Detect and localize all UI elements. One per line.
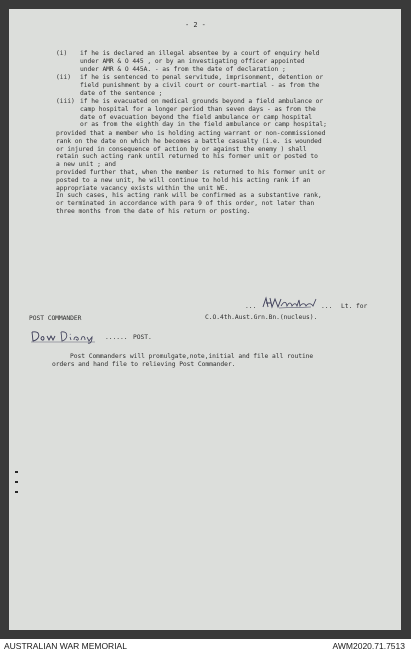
- item-line: date of evacuation beyond the field ambulance or camp hospital: [80, 113, 312, 121]
- punch-mark: [15, 491, 18, 493]
- signatory-title: C.O.4th.Aust.Grn.Bn.(nucleus).: [205, 314, 318, 321]
- provision-line: provided further that, when the member is returned to his former unit or: [56, 168, 326, 176]
- item-line: under AMR & O 445 , or by an investigating officer appointed: [80, 57, 305, 65]
- punch-mark: [15, 471, 18, 473]
- post-commander-line: [29, 331, 229, 345]
- item-line: field punishment by a civil court or court-martial - as from the: [80, 81, 320, 89]
- signature-dots: ...: [245, 303, 257, 310]
- provision-line: a new unit ; and: [56, 161, 116, 169]
- item-number: (i): [56, 50, 68, 57]
- provision-line: In such cases, his acting rank will be confirmed as a substantive rank,: [56, 192, 322, 200]
- instructions-paragraph: [52, 353, 382, 369]
- item-line: if he is sentenced to penal servitude, imprisonment, detention or: [80, 74, 324, 81]
- post-label: POST.: [133, 334, 152, 341]
- item-line: camp hospital for a longer period than seven days - as from the: [80, 105, 316, 113]
- item-line: date of the sentence ;: [80, 89, 163, 97]
- provision-line: provided that a member who is holding acting warrant or non-commissioned: [56, 130, 326, 137]
- item-line: if he is evacuated on medical grounds beyond a field ambulance or: [80, 98, 324, 105]
- provision-line: or terminated in accordance with para 9 of this order, not later than: [56, 200, 315, 208]
- archive-footer: [0, 639, 411, 653]
- item-line: or as from the eighth day in the field ambulance or camp hospital;: [80, 121, 327, 129]
- punch-mark: [15, 481, 18, 483]
- signature-rank: Lt. for: [341, 303, 368, 310]
- provision-line: three months from the date of his return or posting.: [56, 207, 251, 215]
- provision-line: posted to a new unit, he will continue to hold his acting rank if an: [56, 176, 311, 184]
- handwritten-signature: [261, 295, 319, 311]
- post-dots: ......: [105, 334, 128, 341]
- record-id: AWM2020.71.7513: [332, 641, 405, 651]
- signature-block: [205, 302, 395, 321]
- page-number: - 2 -: [185, 21, 206, 29]
- provision-line: or injured in consequence of action by or against the enemy ) shall: [56, 145, 307, 153]
- instruction-line: Post Commanders will promulgate,note,initial and file all routine: [70, 353, 314, 360]
- signature-dots: ...: [321, 303, 333, 310]
- provision-paragraph: [56, 130, 396, 216]
- document-page: [9, 9, 401, 630]
- item-line: if he is declared an illegal absentee by a court of enquiry held: [80, 50, 320, 57]
- item-line: under AMR & O 445A. - as from the date of declaration ;: [80, 65, 286, 73]
- provision-line: appropriate vacancy exists within the unit WE.: [56, 184, 229, 192]
- provision-line: rank on the date on which he becomes a battle casualty (i.e. is wounded: [56, 137, 322, 145]
- handwritten-post-name: [29, 328, 103, 344]
- institution-label: AUSTRALIAN WAR MEMORIAL: [4, 641, 127, 651]
- item-number: (ii): [56, 74, 71, 81]
- post-commander-heading: POST COMMANDER: [29, 315, 82, 322]
- provision-line: retain such acting rank until returned to his former unit or posted to: [56, 153, 318, 161]
- instruction-line: orders and hand file to relieving Post Commander.: [52, 360, 236, 368]
- item-number: (iii): [56, 98, 75, 105]
